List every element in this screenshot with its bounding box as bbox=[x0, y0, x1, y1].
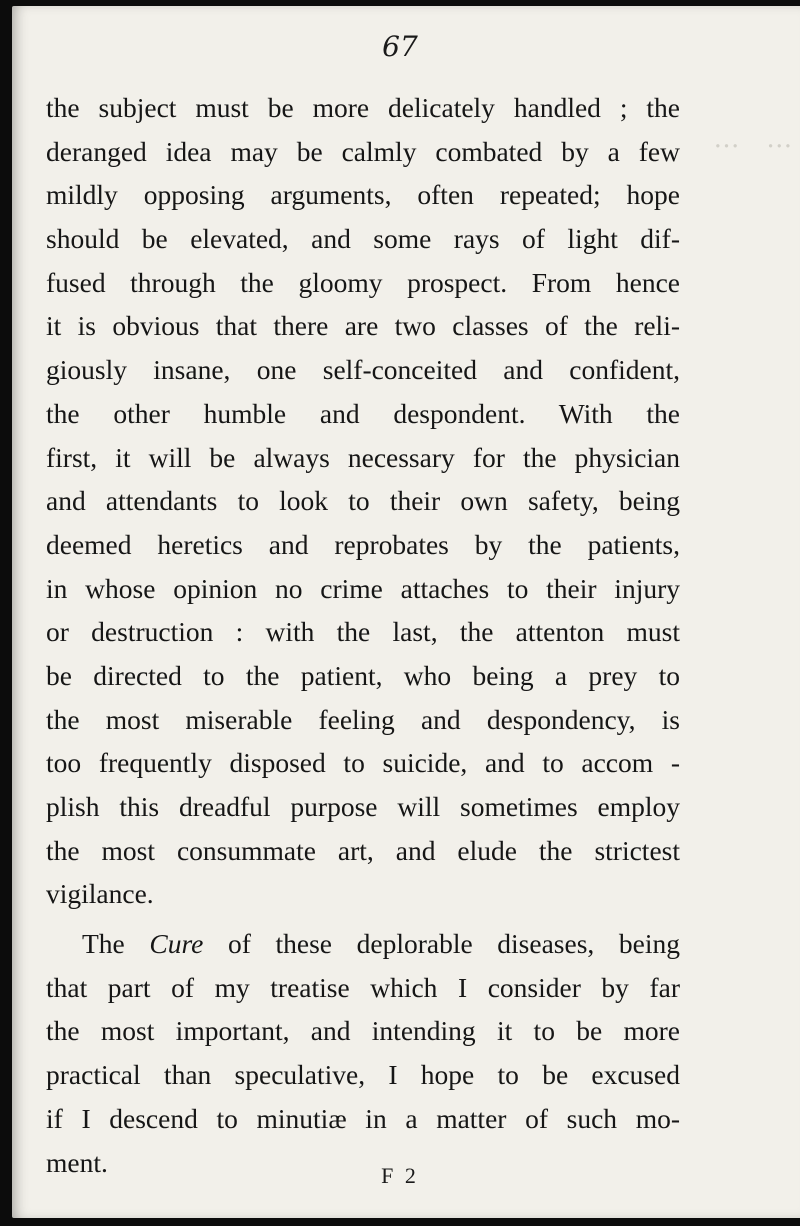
text-line: be directed to the patient, who being a prey to bbox=[46, 659, 680, 691]
text-line: and attendants to look to their own safety, being bbox=[46, 485, 680, 517]
show-through-texture: … … bbox=[712, 124, 792, 154]
text-line: the most important, and intending it to be more bbox=[46, 1015, 680, 1047]
text-line: too frequently disposed to suicide, and to accom - bbox=[46, 747, 680, 779]
text-line: deemed heretics and reprobates by the patients, bbox=[46, 528, 680, 560]
text-line: giously insane, one self-conceited and confident, bbox=[46, 354, 680, 386]
text-line: the subject must be more delicately handled ; the bbox=[46, 92, 680, 123]
page-number: 67 bbox=[382, 30, 418, 63]
text-line: deranged idea may be calmly combated by a few bbox=[46, 135, 680, 167]
text-line-paragraph-start bbox=[46, 922, 680, 966]
body-text bbox=[46, 86, 680, 1184]
italic-word: Cure bbox=[149, 928, 204, 960]
text-line: vigilance. bbox=[46, 878, 154, 910]
text-line: ment. bbox=[46, 1146, 108, 1178]
text-line: in whose opinion no crime attaches to their injury bbox=[46, 572, 680, 604]
signature-mark: F 2 bbox=[381, 1163, 419, 1188]
text-run: of these deplorable diseases, being bbox=[203, 928, 680, 960]
text-line: practical than speculative, I hope to be excused bbox=[46, 1059, 680, 1091]
text-line: or destruction : with the last, the attenton must bbox=[46, 616, 680, 648]
text-line: plish this dreadful purpose will sometimes employ bbox=[46, 791, 680, 822]
text-line: the most miserable feeling and despondency, is bbox=[46, 703, 680, 735]
text-line: mildly opposing arguments, often repeated; hope bbox=[46, 179, 680, 211]
text-line: the other humble and despondent. With the bbox=[46, 397, 680, 429]
text-line: if I descend to minutiæ in a matter of such mo- bbox=[46, 1102, 680, 1134]
text-line: fused through the gloomy prospect. From hence bbox=[46, 266, 680, 298]
text-run: The bbox=[82, 928, 150, 960]
text-line: that part of my treatise which I consider by far bbox=[46, 971, 680, 1003]
text-line: first, it will be always necessary for the physician bbox=[46, 441, 680, 473]
text-line: the most consummate art, and elude the strictest bbox=[46, 834, 680, 866]
text-line: it is obvious that there are two classes of the reli- bbox=[46, 310, 680, 342]
text-line: should be elevated, and some rays of light dif- bbox=[46, 223, 680, 255]
